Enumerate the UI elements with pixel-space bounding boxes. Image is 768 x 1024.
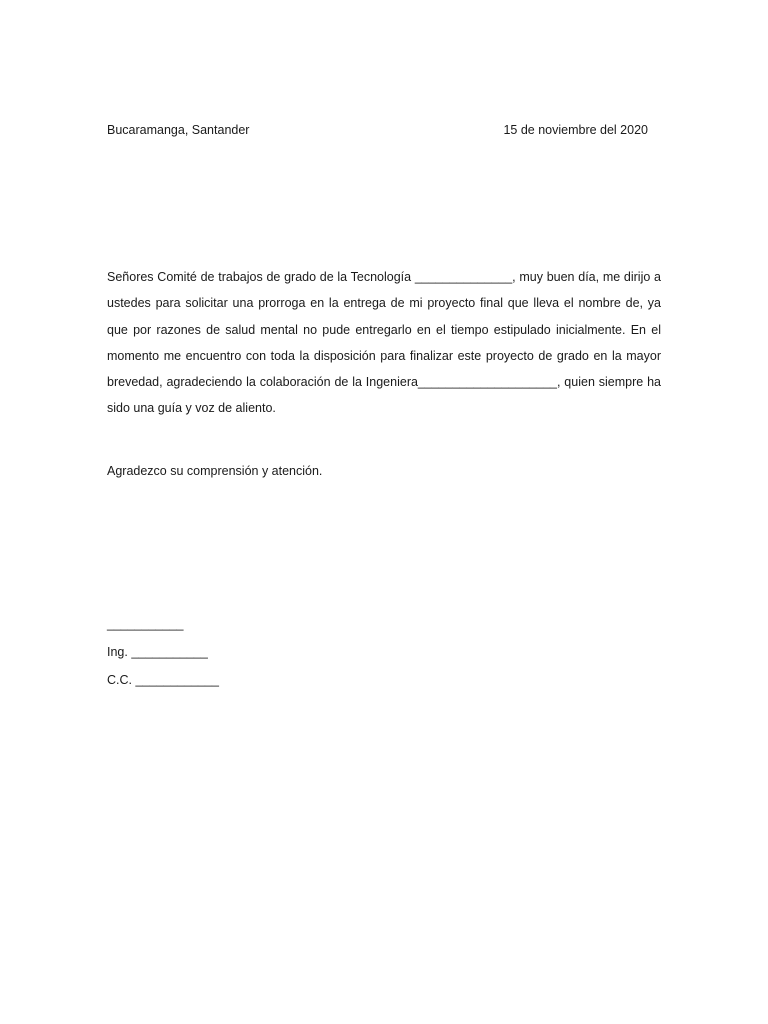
letter-body-paragraph: Señores Comité de trabajos de grado de la Tecnología ______________, muy buen día, me dirijo a ustedes para solicitar una prorroga en la entrega de mi proyecto final que lleva el nombre de, ya que por razones de salud mental no pude entregarlo en el tiempo estipulado inicialmente. En el momento me encuentro con toda la disposición para finalizar este proyecto de grado en la mayor brevedad, agradeciendo la colaboración de la Ingeniera____________________, quien siempre ha sido una guía y voz de aliento. bbox=[107, 270, 661, 416]
signature-line: ___________ bbox=[107, 617, 184, 631]
letter-closing: Agradezco su comprensión y atención. bbox=[107, 464, 323, 478]
letter-place: Bucaramanga, Santander bbox=[107, 123, 250, 137]
signature-name: Ing. ___________ bbox=[107, 645, 208, 659]
letter-date: 15 de noviembre del 2020 bbox=[503, 123, 648, 137]
signature-block bbox=[107, 610, 219, 694]
signature-id: C.C. ____________ bbox=[107, 673, 219, 687]
letter-header bbox=[107, 121, 648, 139]
